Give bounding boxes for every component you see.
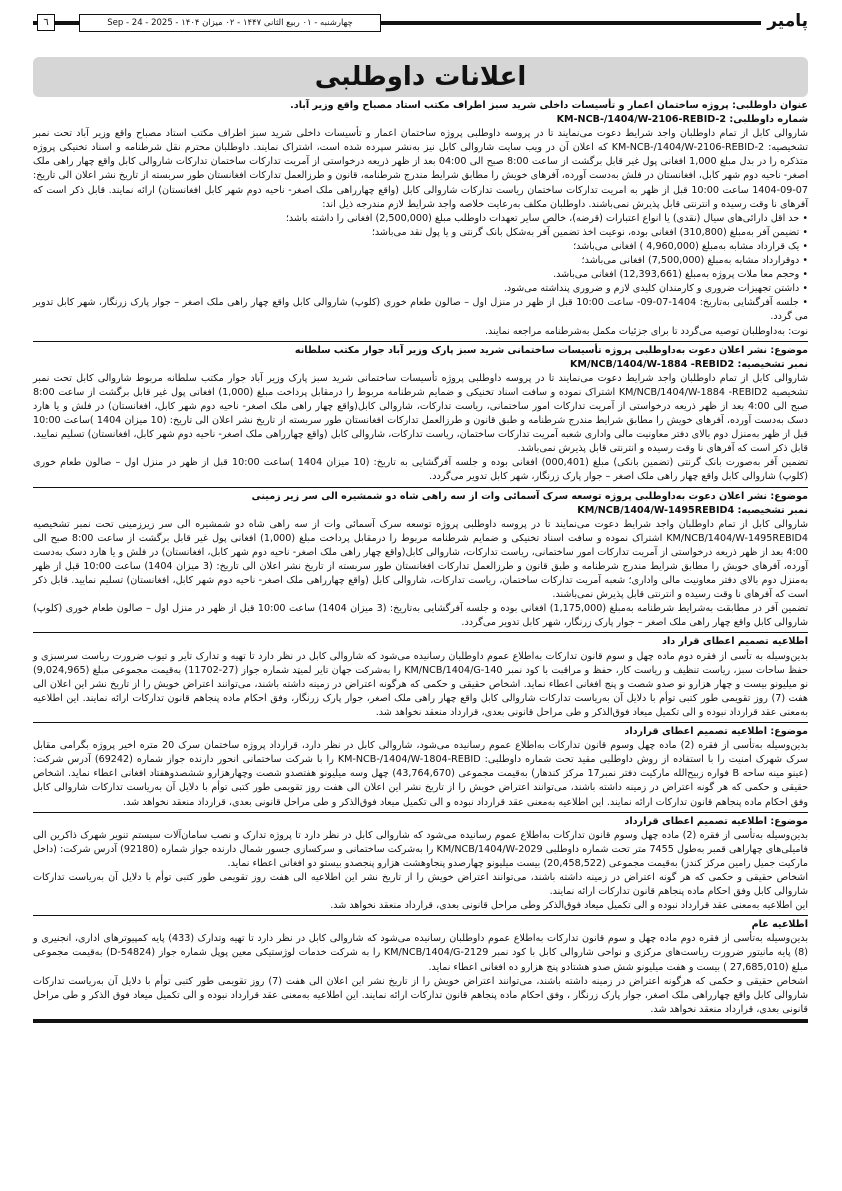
list-item: • تضیمن آفر به‌مبلغ (310,800) افغانی بوده، نوعیت اخذ تضمین آفر به‌شکل بانک گرنتی و یا پول نقد می‌باشد؛ bbox=[33, 226, 808, 240]
notices bbox=[33, 99, 808, 1025]
list-item: • حد اقل دارائی‌های سیال (نقدی) یا انواع اعتبارات (قرضه)، خالص سایر تعهدات داوطلب مبلغ (2,500,000) افغانی را داشته باشد؛ bbox=[33, 212, 808, 226]
notice-4 bbox=[33, 635, 808, 723]
notice-body: شاروالی کابل از تمام داوطلبان واجد شرایط دعوت می‌نمایند تا در پروسه داوطلبی پروژه ساختمان اعمار و تأسیسات داخلی شرید سبز اطراف مکتب استاد مصباح واقع وزیر آباد تحت نمبر تشخیصیه: KM-NCB-/1404/W-2106-REBID-2 که اعلان آن در ویب سایت شاروالی کابل نیز به‌نشر سپرده شده است، اشتراک نمایند. داوطلبان محترم نقل شرطنامه و اسناد تخنیکی پروژه متذکره را در بدل مبلغ 1,000 افغانی پول غیر قابل برگشت از ساعت 8:00 صبح الی 04:00 بعد از ظهر ذریعه درخواستی از آمریت تدارکات ساختمان تدارکات شاروالی کابل واقع چهار راهی ملک اصغر- ناحیه دوم شهر کابل، افغانستان در فلش به‌دست آورده، آفرهای خویش را مطابق شرایط مندرج شرطنامه، قانون و طرزالعمل تدارکات افغانستان طور سربسته از تاریخ نشر اعلان الی تاریخ: 07-09-1404 ساعت 10:00 قبل از ظهر به امریت تدارکات ساختمان ریاست تدارکات شاروالی کابل (واقع چهارراهی ملک اصغر- ناحیه دوم شهر کابل افغانستان) ارائه نمایند. قابل ذکر است که آفرهای نا وقت رسیده و انترنتی قابل پذیرش نمی‌باشند. داوطلبان مکلف به‌رعایت خلاصه واجد شرایط لازم مندرجه ذیل اند: bbox=[33, 128, 809, 210]
notice-body: بدین‌وسیله به‌تأسی از فقره (2) ماده چهل وسوم قانون تدارکات به‌اطلاع عموم رسانیده می‌شود که شاروالی کابل در نظر دارد تا پروژه تدارک و نصب سامان‌آلات سیستم تنویر شهرک ذاکرین الی فامیلی‌های چهاراهی قمبر به‌طول 7455 متر تحت شماره داوطلبی KM/NCB/1404/W-2029 را به‌شرکت ساختمانی و سرکسازی جسور شمال دارنده جواز شماره (92180) آدرس شرکت: (داخل مارکیت جمیل رامین مرکز کندز) به‌قیمت مجموعی (20,458,522) بیست میلیونو چهارصدو پنجاوهشت هزارو پنجصدو بیستو دو افغانی اعطاء نماید. bbox=[33, 829, 808, 869]
notice-body: بدین‌وسیله به‌تأسی از فقره (2) ماده چهل وسوم قانون تدارکات به‌اطلاع عموم رسانیده می‌شود، شاروالی کابل در نظر دارد، قرارداد پروژه ساختمان سرک 20 متره اخیر پروژه بگرامی مقابل سرک شهرک امنیت را با استفاده از روش داوطلبی مقید تحت شماره داوطلبی: KM-NCB-/1404/W-1804-REBID را با شرکت ساختمانی انحور دارنده جواز شماره (69242) آدرس شرکت: (عینو مینه ساحه B فواره زبیح‌الله مارکیت دفتر نمبر17 مرکز کندهار) به‌قیمت مجموعی (43,764,670) چهل وسه میلیونو هفتصدو شصت وچهارهزارو ششصدوهفتاد افغانی اعطاء نماید. اشخاص حقیقی و حکمی که هر گونه اعتراض در زمینه داشته باشند، می‌توانند اعتراض خویش را از تاریخ نشر این اعلان الی هفت روز تقویمی طور کتبی توأم با دلایل آن به‌ریاست تدارکات شاروالی کابل وفق احکام ماده پنجاهم قانون تدارکات ارائه نمایند. این اطلاعیه به‌معنی عقد قرارداد نبوده و الی تکمیل میعاد فوق‌الذکر و طی مراحل قانونی بعدی، قرارداد منعقد نخواهد شد. bbox=[33, 740, 809, 808]
notice-title: موضوع: اطلاعیه تصمیم اعطای قرارداد bbox=[624, 726, 808, 738]
notice-1 bbox=[33, 99, 808, 342]
notice-title: موضوع: نشر اعلان دعوت به‌داوطلبی پروژه توسعه سرک آسمائی وات از سه راهی شاه دو شمشیره الی سر زیر زمینی bbox=[251, 490, 808, 502]
notice-body: تضمین آفر به‌صورت بانک گرنتی (تضمین بانکی) مبلغ (000,401) افغانی بوده و جلسه آفرگشایی به تاریخ: (10 میزان 1404 )ساعت 10:00 قبل از ظهر در منزل اول – صالون طعام خوری (کلوپ) شاروالی کابل واقع چهار راهی ملک اصغر – جوار پارک زرنگار، شهر کابل تدویر می‌گردد. bbox=[33, 457, 808, 483]
notice-6 bbox=[33, 815, 808, 917]
notice-body: شاروالی کابل از تمام داوطلبان واجد شرایط دعوت می‌نمایند تا در پروسه داوطلبی پروژه تأسیسات ساختمانی شرید سبز پارک وزیر آباد جوار مکتب سلطانه مربوط شاروالی کابل تحت نمبر تشخیصیه KM/NCB/1404/W-1884 -REBID2 اشتراک نموده و سافت اسناد تخنیکی و ضمایم شرطنامه مربوط را درمقابل پرداخت مبلغ (1,000) افغانی پول غیر قابل برگشت از ساعت 8:00 صبح الی 4:00 بعد از ظهر ذریعه درخواستی از آمریت تدارکات امور ساختمانی، ریاست تدارکات، شاروالی کابل(واقع چهار راهی ملک اصغر- ناحیه دوم شهر کابل، افغانستان) در فلش و یا هارد دسک به‌دست آورده، آفرهای خویش را مطابق شرایط مندرج شرطنامه و طبق قانون و طرزالعمل تدارکات افغانستان طور سربسته از تاریخ نشر اعلان الی تاریخ: (10 میزان 1404 )ساعت 10:00 قبل از ظهر به‌منزل دوم بالای دفتر معاونیت مالی واداری شعبه آمریت تدارکات ساختمان، ریاست تدارکات، شاروالی کابل (واقع چهارراهی ملک اصغر- ناحیه دوم شهر کابل، افغانستان) تسلیم نمایید. قابل ذکر است که آفرهای نا وقت رسیده و انترنتی قابل پذیرش نمی‌باشد. bbox=[33, 372, 808, 455]
list-item: • داشتن تجهیزات ضروری و کارمندان کلیدی لازم و ضروری پنداشته می‌شود. bbox=[33, 282, 808, 296]
notice-id: شماره داوطلبی: KM-NCB-/1404/W-2106-REBID-2 bbox=[556, 114, 808, 126]
page-header bbox=[33, 11, 808, 32]
notice-body: تضمین آفر در مطابقت به‌شرایط شرطنامه به‌مبلغ (1,175,000) افغانی بوده و جلسه آفرگشایی به‌تاریخ: (3 میزان 1404) ساعت 10:00 قبل از ظهر در منزل اول – صالون طعام خوری (کلوپ) شاروالی کابل واقع چهار راهی ملک اصغر – جوار پارک زرنگار، شهر کابل تدویر می‌گردد. bbox=[33, 603, 809, 629]
notice-body: شاروالی کابل از تمام داوطلبان واجد شرایط دعوت می‌نمایند تا در پروسه داوطلبی پروژه توسعه سرک آسمائی وات از سه راهی شاه دو شمشیره الی سر زیرزمینی تحت نمبر تشخیصیه KM/NCB/1404/W-1495REBID4 اشتراک نموده و سافت اسناد تخنیکی و ضمایم شرطنامه مربوط را درمقابل پرداخت مبلغ (1,000) افغانی پول غیر قابل برگشت از ساعت 8:00 صبح الی 4:00 بعد از ظهر ذریعه درخواستی از آمریت تدارکات امور ساختمانی، ریاست تدارکات، شاروالی کابل(واقع چهار راهی ملک اصغر- ناحیه دوم شهر کابل، افغانستان) در فلش و یا هارد دسک به‌دست آورده، آفرهای خویش را مطابق شرایط مندرج شرطنامه و طبق قانون و طرزالعمل تدارکات افغانستان طور سربسته از تاریخ نشر اعلان الی تاریخ: (3 میزان 1404) ساعت 10:00 قبل از ظهر به‌منزل دوم بالای دفتر معاونیت مالی واداری؛ شعبه آمریت تدارکات ساختمان، ریاست تدارکات، شاروالی کابل (واقع چهارراهی ملک اصغر- ناحیه دوم شهر کابل، افغانستان) تسلیم نمایید. قابل ذکر است که آفرهای نا وقت رسیده و انترنتی قابل پذیرش نمی‌باشند. bbox=[33, 518, 809, 601]
notice-body: اشخاص حقیقی و حکمی که هر گونه اعتراض در زمینه داشته باشند، می‌توانند اعتراض خویش را از تاریخ نشر این اطلاعیه الی هفت روز تقویمی طور کتبی توأم با دلایل آن به‌ریاست تدارکات شاروالی کابل وفق احکام ماده پنجاهم قانون تدارکات ارائه نمایند. bbox=[33, 871, 808, 898]
issue-date: چهارشنبه - ۰۱ ربیع الثانی ۱۴۴۷ - ۰۲ میزان ۱۴۰۴ - 2025 - 24 - Sep bbox=[79, 14, 381, 32]
notice-5 bbox=[33, 725, 808, 813]
list-item: • یک قرارداد مشابه به‌مبلغ (4,960,000 ) افغانی می‌باشد؛ bbox=[33, 240, 808, 254]
notice-title: عنوان داوطلبی: پروژه ساختمان اعمار و تأسیسات داخلی شرید سبز اطراف مکتب استاد مصباح واقع وزیر آباد. bbox=[290, 100, 808, 111]
notice-id: نمبر تشخیصیه: KM/NCB/1404/W-1884 -REBID2 bbox=[569, 358, 808, 370]
notice-body: بدین‌وسیله به تأسی از فقره دوم ماده چهل و سوم قانون تدارکات به‌اطلاع عموم داوطلبان رسانیده می‌شود که شاروالی کابل در نظر دارد تا تهیه و تدارک تایر و تیوب ضرورت ریاست سرسبزی و حفظ ساحات سبز، ریاست تنظیف و ریاست کار، حفظ و مراقبت با کود نمبر KM/NCB/1404/G-140 را به‌شرکت جهان تایر لمیټد شماره جواز (27-11702) به‌قیمت مجموعی مبلغ (9,024,965) نو میلیونو بیست و چهار هزارو نو صدو شصت و پنج افغانی اعطاء نماید. اشخاص حقیقی و حکمی که هرگونه اعتراض در زمینه داشته باشند، می‌توانند اعتراض خویش را از تاریخ نشر این اعلان الی هفت (7) روز تقویمی طور کتبی توأم با دلایل آن به‌ریاست تدارکات شاروالی کابل واقع چهار راهی ملک اصغر، جوار پارک زرنگار، وفق احکام ماده پنجاهم قانون تدارکات ارائه نمایند. این اطلاعیه به‌معنی عقد قرارداد نبوده و الی تکمیل میعاد فوق‌الذکر و طی مراحل قانونی بعدی، قرارداد منعقد نخواهد شد. bbox=[33, 650, 808, 718]
list-item: • وحجم معا ملات پروژه به‌مبلغ (12,393,661) افغانی می‌باشد. bbox=[33, 268, 808, 282]
notice-title: موضوع: نشر اعلان دعوت به‌داوطلبی پروژه تأسیسات ساختمانی شرید سبز پارک وزیر آباد جوار مکتب سلطانه bbox=[294, 344, 808, 356]
newspaper-name: پامیر bbox=[761, 11, 808, 31]
list-item: • جلسه آفرگشایی به‌تاریخ: 1404-07-09- ساعت 10:00 قبل از ظهر در منزل اول – صالون طعام خوری (کلوپ) شاروالی کابل واقع چهار راهی ملک اصغر – جوار پارک زرنگار، شهر کابل تدویر می گردد. bbox=[33, 296, 808, 324]
notice-note: نوت: به‌داوطلبان توصیه می‌گردد تا برای جزئیات مکمل به‌شرطنامه مراجعه نمایند. bbox=[485, 325, 808, 337]
notice-3 bbox=[33, 490, 808, 634]
notice-2 bbox=[33, 344, 808, 488]
notice-body: بدین‌وسیله به‌تأسی از فقره دوم ماده چهل و سوم قانون تدارکات به‌اطلاع عموم داوطلبان رسانیده می‌شود که شاروالی کابل در نظر دارد تا تهیه وتدارک (433) پایه کمپیوترهای اداری، انجنیری و (8) پایه مانیتور ضرورت ریاست‌های مرکزی و نواحی شاروالی کابل با کود نمبر KM/NCB/1404/G-2129 را به شرکت خدمات لوژستیکی معین پوپل شماره جواز (D-54824) به‌قیمت مجموعی مبلغ (27,685,010 ) بیست و هفت میلیونو شش صدو هشتادو پنج هزارو ده افغانی اعطاء نماید. bbox=[33, 933, 808, 973]
notice-body: این اطلاعیه به‌معنی عقد قرارداد نبوده و الی تکمیل میعاد فوق‌الذکر وطی مراحل قانونی بعدی، قرارداد منعقد نخواهد شد. bbox=[330, 900, 808, 912]
notice-title: اطلاعیه عام bbox=[751, 919, 808, 931]
page-number: ٦ bbox=[37, 14, 55, 31]
notice-title: اطلاعیه تصمیم اعطای قرار داد bbox=[662, 636, 808, 648]
notice-body: اشخاص حقیقی و حکمی که هرگونه اعتراض در زمینه داشته باشند، می‌توانند اعتراض خویش را از تاریخ نشر این اعلان الی هفت (7) روز تقویمی طور کتبی توأم با دلایل آن به‌ریاست تدارکات شاروالی کابل واقع چهارراهی ملک اصغر، جوار پارک زرنگار ، وفق احکام ماده پنجاهم قانون تدارکات ارائه نمایند. این اطلاعیه به‌معنی عقد قرارداد نبوده و الی تکمیل میعاد فوق الذکر و طی مراحل قانونی بعدی، قرارداد منعقد نخواهد شد. bbox=[33, 975, 809, 1015]
notice-title: موضوع: اطلاعیه تصمیم اعطای قرارداد bbox=[624, 815, 808, 827]
list-item: • دوقرارداد مشابه به‌مبلغ (7,500,000) افغانی می‌باشد؛ bbox=[33, 254, 808, 268]
section-banner: اعلانات داوطلبی bbox=[33, 57, 808, 97]
requirements-list bbox=[33, 212, 808, 325]
notice-7 bbox=[33, 918, 808, 1023]
notice-id: نمبر تشخیصیه: KM/NCB/1404/W-1495REBID4 bbox=[577, 504, 808, 516]
